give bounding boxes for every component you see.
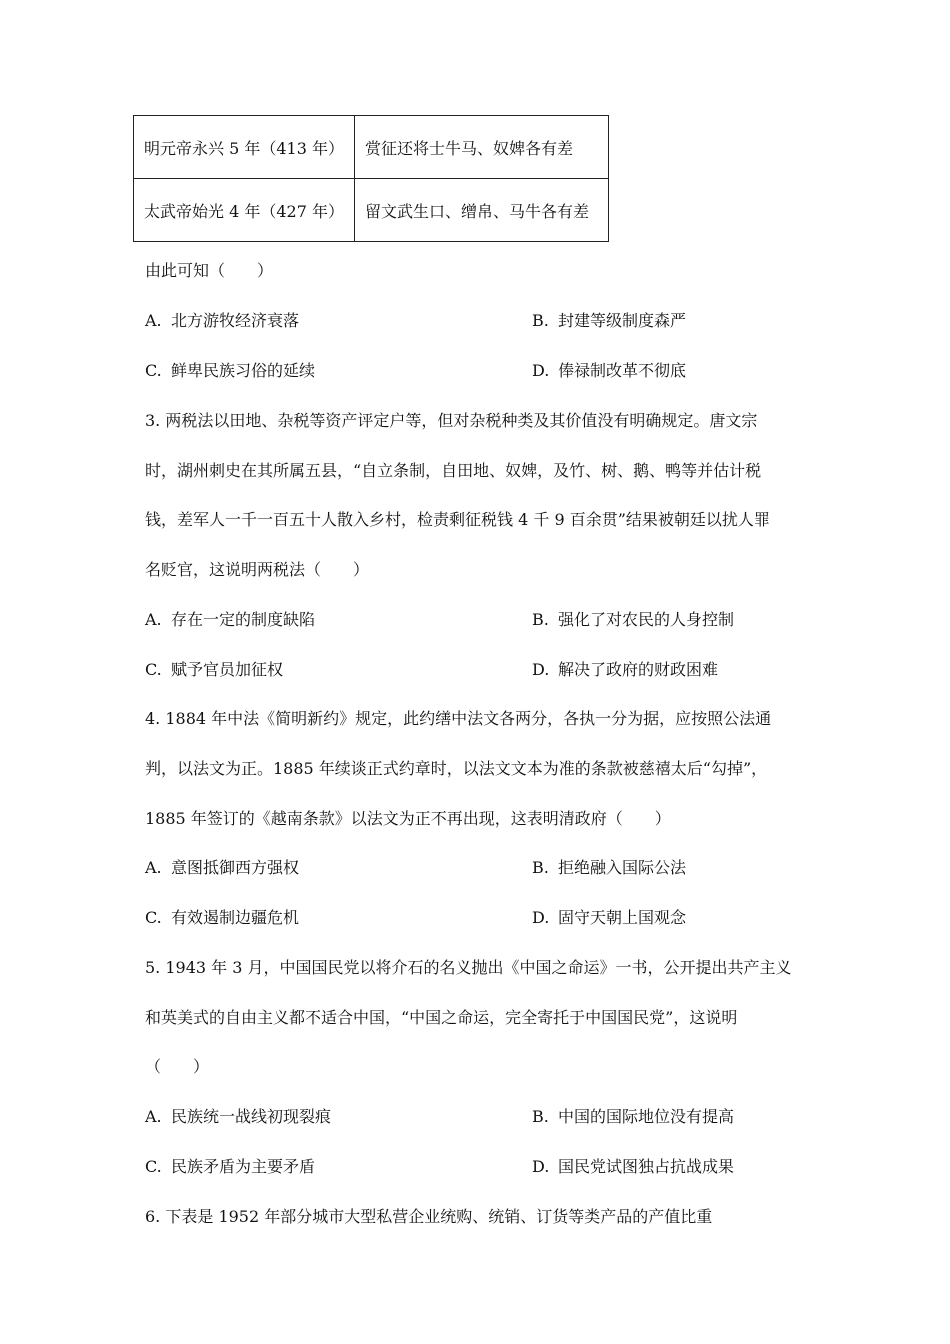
q4-stem-line: 判，以法文为正。1885 年续谈正式约章时，以法文文本为准的条款被慈禧太后“勾掉”，	[145, 759, 768, 778]
q3-option-b[interactable]	[532, 607, 734, 630]
option-text: 存在一定的制度缺陷	[171, 610, 316, 629]
option-text: 民族统一战线初现裂痕	[171, 1107, 332, 1126]
option-text: 俸禄制改革不彻底	[558, 361, 687, 380]
option-text: 北方游牧经济衰落	[171, 311, 300, 330]
table-row	[134, 179, 609, 242]
q5-option-a[interactable]	[145, 1104, 331, 1127]
option-letter: A.	[145, 1107, 162, 1126]
q5-option-b[interactable]	[532, 1104, 734, 1127]
table-cell-content: 赏征还将士牛马、奴婢各有差	[354, 116, 608, 179]
option-letter: C.	[145, 908, 162, 927]
q2-option-a[interactable]	[145, 308, 299, 331]
option-text: 民族矛盾为主要矛盾	[171, 1157, 316, 1176]
q5-option-c[interactable]	[145, 1154, 315, 1177]
q2-option-d[interactable]	[532, 358, 686, 381]
option-letter: B.	[532, 610, 549, 629]
table-cell-content: 留文武生口、缯帛、马牛各有差	[354, 179, 608, 242]
option-letter: D.	[532, 908, 550, 927]
option-letter: B.	[532, 858, 549, 877]
option-text: 国民党试图独占抗战成果	[558, 1157, 735, 1176]
q5-stem-line: （ ）	[145, 1057, 210, 1076]
q2-option-b[interactable]	[532, 308, 686, 331]
table-row	[134, 116, 609, 179]
option-letter: B.	[532, 1107, 549, 1126]
q4-option-d[interactable]	[532, 905, 686, 928]
q3-stem-line: 时，湖州刺史在其所属五县，“自立条制，自田地、奴婢，及竹、树、鹅、鸭等并估计税	[145, 461, 762, 480]
option-text: 有效遏制边疆危机	[171, 908, 300, 927]
option-letter: A.	[145, 610, 162, 629]
q2-stem: 由此可知（ ）	[145, 261, 274, 280]
option-letter: C.	[145, 361, 162, 380]
option-text: 意图抵御西方强权	[171, 858, 300, 877]
q3-stem-line: 名贬官，这说明两税法（ ）	[145, 560, 370, 579]
option-text: 鲜卑民族习俗的延续	[171, 361, 316, 380]
option-letter: D.	[532, 1157, 550, 1176]
option-letter: C.	[145, 1157, 162, 1176]
option-text: 赋予官员加征权	[171, 660, 284, 679]
table-cell-time: 太武帝始光 4 年（427 年）	[134, 179, 355, 242]
option-text: 中国的国际地位没有提高	[558, 1107, 735, 1126]
q4-stem-line: 4. 1884 年中法《简明新约》规定，此约缮中法文各两分，各执一分为据，应按照公法通	[145, 709, 772, 728]
option-text: 拒绝融入国际公法	[558, 858, 687, 877]
q5-stem-line: 和英美式的自由主义都不适合中国，“中国之命运，完全寄托于中国国民党”，这说明	[145, 1008, 738, 1027]
option-letter: D.	[532, 660, 550, 679]
q4-option-a[interactable]	[145, 855, 299, 878]
q3-option-a[interactable]	[145, 607, 315, 630]
q3-stem-line: 钱，差军人一千一百五十人散入乡村，检责剩征税钱 4 千 9 百余贯”结果被朝廷以扰人罪	[145, 510, 770, 529]
q5-option-d[interactable]	[532, 1154, 734, 1177]
q3-option-c[interactable]	[145, 657, 283, 680]
q2-option-c[interactable]	[145, 358, 315, 381]
option-letter: D.	[532, 361, 550, 380]
option-letter: A.	[145, 858, 162, 877]
option-letter: C.	[145, 660, 162, 679]
option-text: 固守天朝上国观念	[558, 908, 687, 927]
q3-stem-line: 3. 两税法以田地、杂税等资产评定户等，但对杂税种类及其价值没有明确规定。唐文宗	[145, 411, 758, 430]
q4-option-c[interactable]	[145, 905, 299, 928]
table-cell-time: 明元帝永兴 5 年（413 年）	[134, 116, 355, 179]
option-letter: B.	[532, 311, 549, 330]
option-letter: A.	[145, 311, 162, 330]
q6-stem: 6. 下表是 1952 年部分城市大型私营企业统购、统销、订货等类产品的产值比重	[145, 1207, 713, 1226]
q3-option-d[interactable]	[532, 657, 718, 680]
q4-stem-line: 1885 年签订的《越南条款》以法文为正不再出现，这表明清政府（ ）	[145, 809, 671, 828]
option-text: 解决了政府的财政困难	[558, 660, 719, 679]
q5-stem-line: 5. 1943 年 3 月，中国国民党以将介石的名义抛出《中国之命运》一书，公开提出共产主义	[145, 958, 792, 977]
reward-table	[133, 115, 609, 242]
q4-option-b[interactable]	[532, 855, 686, 878]
option-text: 强化了对农民的人身控制	[558, 610, 735, 629]
option-text: 封建等级制度森严	[558, 311, 687, 330]
